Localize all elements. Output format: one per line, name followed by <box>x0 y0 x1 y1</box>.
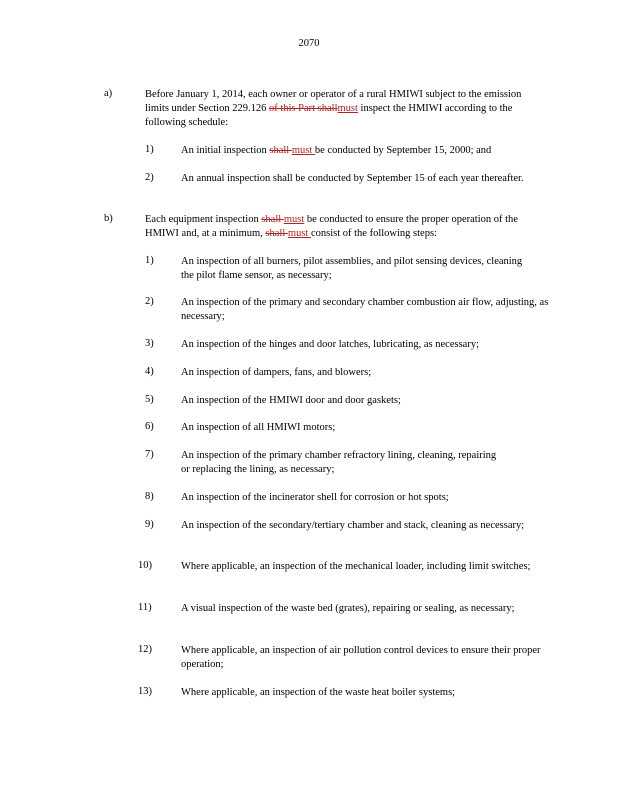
section-a-label: a) <box>104 88 113 99</box>
item-b6-label: 6) <box>145 421 154 432</box>
item-b6-text: An inspection of all HMIWI motors; <box>181 422 336 433</box>
item-b10-text: Where applicable, an inspection of the mechanical loader, including limit switches; <box>181 561 531 572</box>
item-b13-label: 13) <box>138 686 152 697</box>
item-a1-text: An initial inspection shall must be conducted by September 15, 2000; and <box>181 145 492 156</box>
item-b4-text: An inspection of dampers, fans, and blowers; <box>181 367 372 378</box>
deleted-text: shall <box>269 145 292 156</box>
deleted-text: shall <box>261 214 284 225</box>
item-a1-label: 1) <box>145 144 154 155</box>
item-b5-label: 5) <box>145 394 154 405</box>
item-b11-text: A visual inspection of the waste bed (grates), repairing or sealing, as necessary; <box>181 603 515 614</box>
item-a2-label: 2) <box>145 172 154 183</box>
page-number: 2070 <box>298 38 320 49</box>
item-b12-text: Where applicable, an inspection of air pollution control devices to ensure their proper operation; <box>181 645 541 670</box>
item-b10-label: 10) <box>138 560 152 571</box>
section-b-text: Each equipment inspection shall must be conducted to ensure the proper operation of the HMIWI and, at a minimum, shall must consist of the following steps: <box>145 214 518 239</box>
item-b5-text: An inspection of the HMIWI door and door gaskets; <box>181 395 401 406</box>
inserted-text: must <box>287 228 311 239</box>
item-b9-label: 9) <box>145 519 154 530</box>
item-b4-label: 4) <box>145 366 154 377</box>
item-b2-text: An inspection of the primary and secondary chamber combustion air flow, adjusting, as necessary; <box>181 297 549 322</box>
item-b11-label: 11) <box>138 602 152 613</box>
item-b7-label: 7) <box>145 449 154 460</box>
item-b8-text: An inspection of the incinerator shell for corrosion or hot spots; <box>181 492 449 503</box>
section-b-label: b) <box>104 213 113 224</box>
section-a-text: Before January 1, 2014, each owner or operator of a rural HMIWI subject to the emission limits under Section 229.126 of this Part shallmust inspect the HMIWI according to the following schedule: <box>145 89 522 128</box>
item-b13-text: Where applicable, an inspection of the waste heat boiler systems; <box>181 687 456 698</box>
item-b1-text: An inspection of all burners, pilot assemblies, and pilot sensing devices, cleaning the pilot flame sensor, as necessary; <box>181 256 523 281</box>
deleted-text: of this Part shall <box>268 103 338 114</box>
inserted-text: must <box>337 103 358 114</box>
item-b1-label: 1) <box>145 255 154 266</box>
item-b7-text: An inspection of the primary chamber refractory lining, cleaning, repairing or replacing the lining, as necessary; <box>181 450 497 475</box>
item-b3-label: 3) <box>145 338 154 349</box>
item-b9-text: An inspection of the secondary/tertiary chamber and stack, cleaning as necessary; <box>181 520 525 531</box>
item-b8-label: 8) <box>145 491 154 502</box>
item-b3-text: An inspection of the hinges and door latches, lubricating, as necessary; <box>181 339 479 350</box>
item-b12-label: 12) <box>138 644 152 655</box>
inserted-text: must <box>283 214 305 225</box>
item-a2-text: An annual inspection shall be conducted by September 15 of each year thereafter. <box>181 173 524 184</box>
inserted-text: must <box>291 145 315 156</box>
deleted-text: shall <box>265 228 288 239</box>
item-b2-label: 2) <box>145 296 154 307</box>
